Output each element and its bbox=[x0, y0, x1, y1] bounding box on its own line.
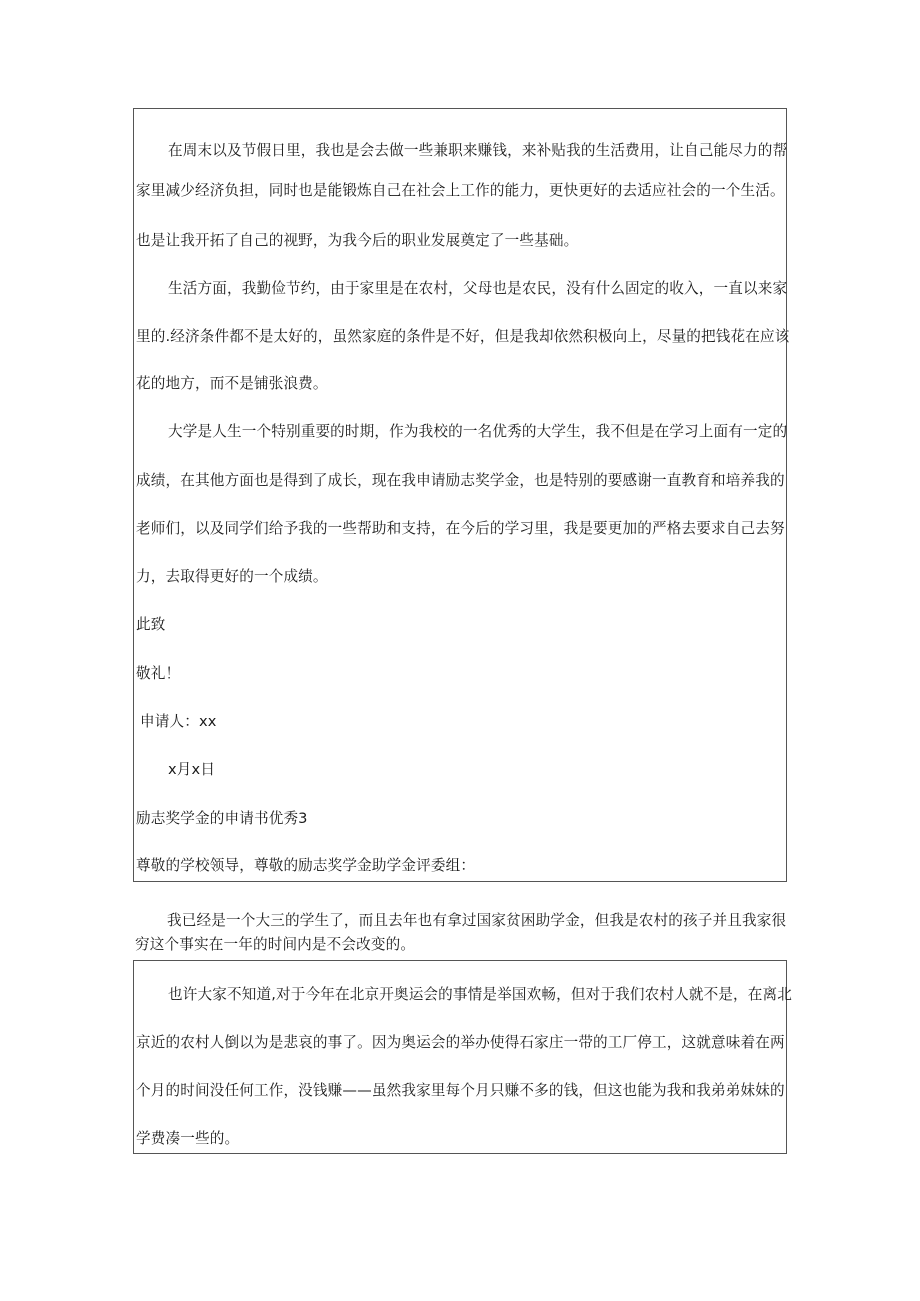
p1-line-1: 在周末以及节假日里，我也是会去做一些兼职来赚钱，来补贴我的生活费用，让自己能尽力的帮 bbox=[168, 142, 788, 159]
box2-line-4: 学费凑一些的。 bbox=[136, 1130, 240, 1147]
date-line: x月x日 bbox=[168, 761, 216, 778]
p3-line-4: 力，去取得更好的一个成绩。 bbox=[136, 568, 328, 585]
box2-line-3: 个月的时间没任何工作，没钱赚——虽然我家里每个月只赚不多的钱，但这也能为我和我弟弟妹妹的 bbox=[136, 1082, 785, 1099]
closing-jing-li: 敬礼！ bbox=[136, 665, 181, 682]
middle-line-2: 穷这个事实在一年的时间内是不会改变的。 bbox=[135, 936, 416, 953]
p2-line-2: 里的.经济条件都不是太好的，虽然家庭的条件是不好，但是我却依然积极向上，尽量的把钱花在应该 bbox=[136, 328, 790, 345]
p1-line-2: 家里减少经济负担，同时也是能锻炼自己在社会上工作的能力，更快更好的去适应社会的一个生活。 bbox=[136, 182, 785, 199]
p3-line-2: 成绩，在其他方面也是得到了成长，现在我申请励志奖学金，也是特别的要感谢一直教育和培养我的 bbox=[136, 472, 785, 489]
middle-line-1: 我已经是一个大三的学生了，而且去年也有拿过国家贫困助学金，但我是农村的孩子并且我家很 bbox=[167, 912, 787, 929]
p3-line-1: 大学是人生一个特别重要的时期，作为我校的一名优秀的大学生，我不但是在学习上面有一定的 bbox=[168, 423, 788, 440]
p3-line-3: 老师们，以及同学们给予我的一些帮助和支持，在今后的学习里，我是要更加的严格去要求自己去努 bbox=[136, 520, 785, 537]
applicant-line: 申请人：xx bbox=[140, 713, 217, 730]
p1-line-3: 也是让我开拓了自己的视野，为我今后的职业发展奠定了一些基础。 bbox=[136, 232, 579, 249]
p2-line-1: 生活方面，我勤俭节约，由于家里是在农村，父母也是农民，没有什么固定的收入，一直以来家 bbox=[168, 280, 788, 297]
box2-line-1: 也许大家不知道,对于今年在北京开奥运会的事情是举国欢畅，但对于我们农村人就不是，在离北 bbox=[168, 986, 793, 1003]
section-heading: 励志奖学金的申请书优秀3 bbox=[136, 810, 308, 827]
p2-line-3: 花的地方，而不是铺张浪费。 bbox=[136, 375, 328, 392]
salutation-line: 尊敬的学校领导，尊敬的励志奖学金助学金评委组： bbox=[136, 857, 476, 874]
text-box-top bbox=[133, 108, 790, 882]
text-box-bottom bbox=[133, 960, 793, 1154]
closing-ci-zhi: 此致 bbox=[136, 616, 166, 633]
box2-line-2: 京近的农村人倒以为是悲哀的事了。因为奥运会的举办使得石家庄一带的工厂停工，这就意味着在两 bbox=[136, 1034, 785, 1051]
